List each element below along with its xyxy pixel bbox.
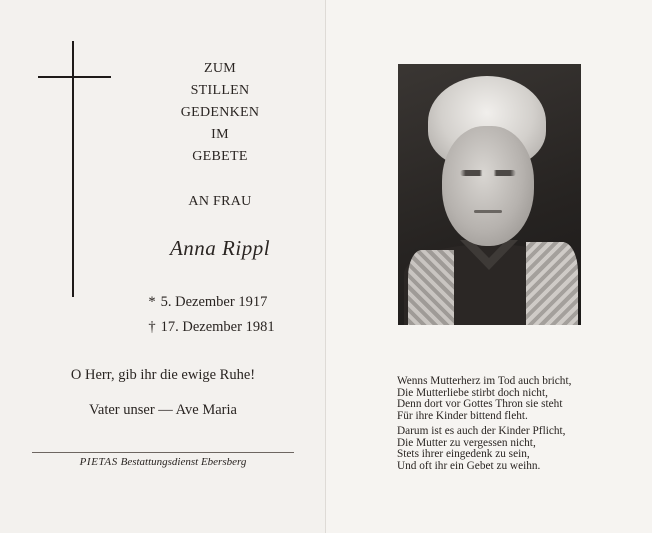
death-symbol: † xyxy=(148,319,156,335)
prayers-listed: Vater unser — Ave Maria xyxy=(89,402,237,418)
cross-icon-bar xyxy=(38,76,111,78)
poem-line: Darum ist es auch der Kinder Pflicht, xyxy=(397,425,566,437)
heading-line-5: GEBETE xyxy=(192,149,248,164)
poem-line: Stets ihrer eingedenk zu sein, xyxy=(397,448,530,460)
poem-line: Die Mutter zu vergessen nicht, xyxy=(397,436,536,449)
deceased-name: Anna Rippl xyxy=(169,236,271,260)
poem-line: Für ihre Kinder bittend fleht. xyxy=(397,409,528,422)
portrait-photo xyxy=(398,64,581,325)
poem-line: Die Mutterliebe stirbt doch nicht, xyxy=(397,386,548,399)
heading-line-3: GEDENKEN xyxy=(180,105,260,120)
undertaker-name: Bestattungsdienst Ebersberg xyxy=(120,456,247,468)
poem-stanza-1 xyxy=(397,376,571,422)
poem-line: Und oft ihr ein Gebet zu weihn. xyxy=(397,459,541,472)
birth-date: 5. Dezember 1917 xyxy=(160,294,268,310)
prayer-text: O Herr, gib ihr die ewige Ruhe! xyxy=(70,367,256,383)
birth-symbol: * xyxy=(148,294,156,310)
poem-line: Wenns Mutterherz im Tod auch bricht, xyxy=(397,375,572,387)
death-date-row xyxy=(147,319,275,336)
heading-line-2: STILLEN xyxy=(190,83,250,98)
divider xyxy=(32,452,294,453)
undertaker-line xyxy=(20,456,306,468)
heading-line-1: ZUM xyxy=(203,61,236,76)
poem-line: Denn dort vor Gottes Thron sie steht xyxy=(397,398,563,410)
poem-stanza-2 xyxy=(397,426,565,472)
undertaker-brand: PIETAS xyxy=(79,456,118,468)
birth-date-row xyxy=(147,294,267,311)
death-date: 17. Dezember 1981 xyxy=(160,319,275,335)
cross-icon xyxy=(72,41,74,297)
dedication: AN FRAU xyxy=(188,194,252,209)
heading-line-4: IM xyxy=(211,127,229,142)
